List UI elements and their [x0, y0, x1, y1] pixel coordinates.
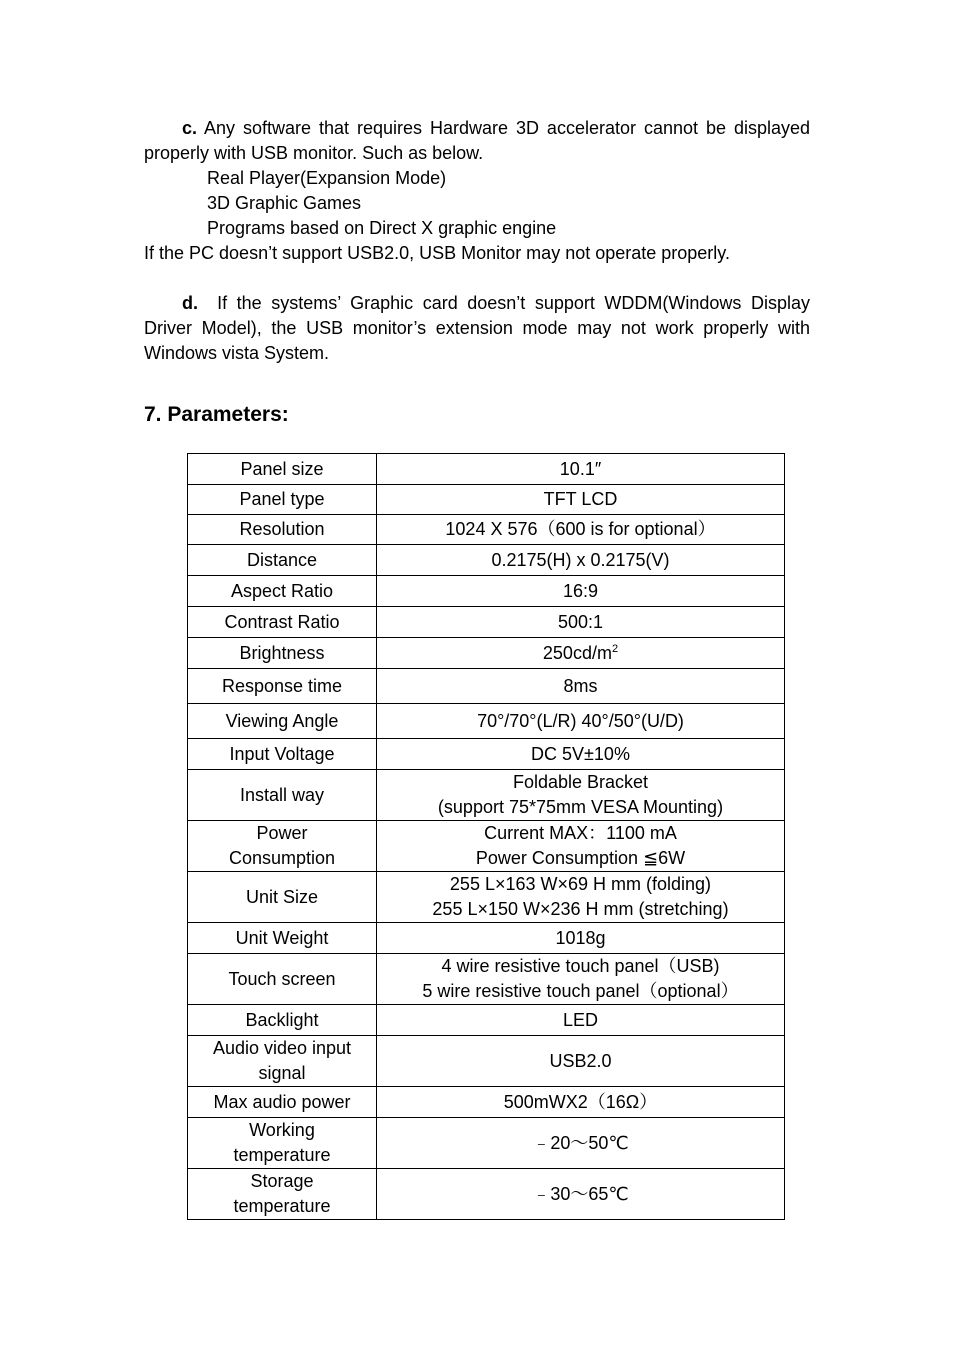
parameter-value-line [381, 610, 780, 635]
list-item: Programs based on Direct X graphic engine [207, 218, 557, 238]
parameter-value-cell [377, 1169, 785, 1220]
parameter-label-cell [188, 545, 377, 576]
parameter-label-line2: signal [258, 1063, 306, 1083]
parameter-label: Viewing Angle [225, 710, 339, 731]
parameter-label-cell [188, 1005, 377, 1036]
parameter-label-cell [188, 669, 377, 704]
table-row [188, 739, 785, 770]
parameter-label: Response time [221, 675, 343, 696]
parameter-label-cell [188, 872, 377, 923]
parameter-value-cell [377, 454, 785, 485]
table-row [188, 1036, 785, 1087]
parameter-label: Backlight [245, 1009, 319, 1030]
parameter-value: USB2.0 [549, 1050, 612, 1071]
parameter-label: Aspect Ratio [230, 580, 334, 601]
parameter-label: Working [249, 1120, 315, 1140]
parameter-label-line2: Consumption [228, 848, 336, 868]
parameter-value-line [381, 1131, 780, 1156]
parameter-value-cell [377, 1118, 785, 1169]
parameter-value-line [381, 487, 780, 512]
parameter-label-cell [188, 739, 377, 770]
parameter-label-cell [188, 704, 377, 739]
parameter-value-cell [377, 872, 785, 923]
parameter-value-line [381, 770, 780, 795]
parameter-value-line [381, 872, 780, 897]
parameter-label: Resolution [239, 519, 325, 539]
parameter-value-line2: 255 L×150 W×236 H mm (stretching) [432, 899, 729, 919]
table-row [188, 515, 785, 545]
parameters-heading: 7. Parameters: [144, 403, 289, 426]
parameter-value-cell [377, 545, 785, 576]
parameter-label-cell [188, 576, 377, 607]
parameter-value-cell [377, 515, 785, 545]
parameter-label: Install way [239, 784, 325, 805]
table-row [188, 454, 785, 485]
parameter-label-cell [188, 1118, 377, 1169]
table-row [188, 1087, 785, 1118]
parameter-label: Panel type [239, 489, 325, 509]
parameter-value-cell [377, 669, 785, 704]
parameter-value-cell [377, 954, 785, 1005]
section-d-paragraph [144, 291, 810, 366]
table-row [188, 669, 785, 704]
parameter-value-line [381, 641, 780, 666]
parameter-value: 500mWX2（16Ω） [503, 1091, 658, 1112]
parameter-value-line [381, 821, 780, 846]
parameter-label-cell [188, 1036, 377, 1087]
parameter-value: 255 L×163 W×69 H mm (folding) [449, 874, 712, 894]
table-row [188, 607, 785, 638]
parameter-value-line [381, 548, 780, 573]
table-row [188, 704, 785, 739]
parameter-value-line2: (support 75*75mm VESA Mounting) [437, 797, 724, 817]
parameter-label-cell [188, 1169, 377, 1220]
parameter-value: LED [562, 1009, 598, 1030]
parameter-value-line2: 5 wire resistive touch panel（optional） [422, 981, 739, 1001]
parameter-label-cell [188, 485, 377, 515]
parameter-value-line [381, 1182, 780, 1207]
table-row [188, 954, 785, 1005]
parameter-value: 500:1 [557, 611, 604, 632]
parameter-label-line2: temperature [233, 1196, 331, 1216]
parameter-label: Brightness [239, 642, 325, 663]
parameter-value-line [381, 709, 780, 734]
table-row [188, 821, 785, 872]
parameter-value: 4 wire resistive touch panel（USB) [441, 956, 720, 976]
parameter-value-cell [377, 607, 785, 638]
parameter-value: TFT LCD [543, 489, 618, 509]
parameter-value-line [381, 1049, 780, 1074]
section-c-marker: c. [182, 118, 198, 138]
parameter-value: 16:9 [562, 580, 599, 601]
parameter-value: Foldable Bracket [512, 772, 649, 792]
parameter-value-line [381, 579, 780, 604]
parameter-label: Panel size [240, 458, 324, 479]
parameter-label-cell [188, 607, 377, 638]
table-row [188, 923, 785, 954]
parameter-value: 0.2175(H) x 0.2175(V) [491, 549, 670, 570]
parameter-value-cell [377, 1005, 785, 1036]
parameter-value-line [381, 742, 780, 767]
parameter-value-line [381, 954, 780, 979]
parameter-label: Contrast Ratio [224, 611, 340, 632]
section-c-paragraph [144, 116, 810, 166]
parameter-value: Current MAX：1100 mA [484, 823, 677, 843]
parameter-value-line2: Power Consumption ≦6W [475, 848, 686, 868]
parameter-value-line [381, 674, 780, 699]
parameter-value-cell [377, 576, 785, 607]
parameters-table [187, 453, 785, 1220]
table-row [188, 872, 785, 923]
parameter-label: Touch screen [228, 968, 336, 989]
parameter-value-cell [377, 704, 785, 739]
parameter-value-cell [377, 821, 785, 872]
parameter-value-cell [377, 770, 785, 821]
table-row [188, 1118, 785, 1169]
parameter-value: ﹣30～65℃ [532, 1183, 629, 1204]
parameter-value-line [381, 1090, 780, 1115]
parameter-value-cell [377, 638, 785, 669]
parameter-value-line [381, 1008, 780, 1033]
parameter-label-cell [188, 1087, 377, 1118]
parameter-value-line [381, 457, 780, 482]
parameter-label-cell [188, 515, 377, 545]
table-row [188, 638, 785, 669]
parameter-value: 250cd/m [542, 642, 612, 663]
parameter-value-cell [377, 1087, 785, 1118]
parameter-label-cell [188, 954, 377, 1005]
parameter-label: Unit Weight [235, 927, 329, 948]
list-item: Real Player(Expansion Mode) [207, 168, 447, 188]
parameter-value: 1024 X 576（600 is for optional） [445, 519, 716, 539]
parameter-label: Distance [246, 549, 318, 570]
parameter-label-cell [188, 770, 377, 821]
parameter-value-cell [377, 739, 785, 770]
table-row [188, 1005, 785, 1036]
parameter-label-cell [188, 454, 377, 485]
parameter-value-superscript: 2 [611, 642, 619, 655]
parameter-value-cell [377, 923, 785, 954]
parameter-value: DC 5V±10% [531, 743, 630, 764]
parameter-label-cell [188, 923, 377, 954]
parameter-value: 70°/70°(L/R) 40°/50°(U/D) [477, 710, 684, 731]
parameter-label-line2: temperature [233, 1145, 331, 1165]
table-row [188, 770, 785, 821]
parameter-label: Storage [250, 1171, 314, 1191]
parameter-value-cell [377, 1036, 785, 1087]
parameter-label-cell [188, 638, 377, 669]
parameter-value-line [381, 517, 780, 542]
parameter-value-line [381, 926, 780, 951]
table-row [188, 485, 785, 515]
parameter-label: Power [256, 823, 308, 843]
parameter-label: Max audio power [213, 1091, 351, 1112]
parameter-value: 10.1″ [559, 458, 602, 479]
list-item: 3D Graphic Games [207, 193, 362, 213]
usb-note: If the PC doesn’t support USB2.0, USB Monitor may not operate properly. [144, 243, 730, 263]
parameter-value: 8ms [563, 675, 598, 696]
parameter-value: 1018g [555, 927, 606, 948]
parameter-label: Audio video input [212, 1038, 352, 1058]
section-d-text: If the systems’ Graphic card doesn’t support WDDM(Windows Display Driver Model), the USB monitor’s extension mode may not work properly with Windows vista System. [144, 293, 810, 363]
section-d-marker: d. [182, 293, 198, 313]
parameter-value: ﹣20～50℃ [532, 1132, 629, 1153]
parameter-value-cell [377, 485, 785, 515]
table-row [188, 1169, 785, 1220]
parameter-label-cell [188, 821, 377, 872]
table-row [188, 545, 785, 576]
parameter-label: Input Voltage [229, 743, 335, 764]
table-row [188, 576, 785, 607]
parameter-label: Unit Size [245, 886, 319, 907]
section-c-text: Any software that requires Hardware 3D accelerator cannot be displayed properly with USB monitor. Such as below. [144, 118, 810, 163]
